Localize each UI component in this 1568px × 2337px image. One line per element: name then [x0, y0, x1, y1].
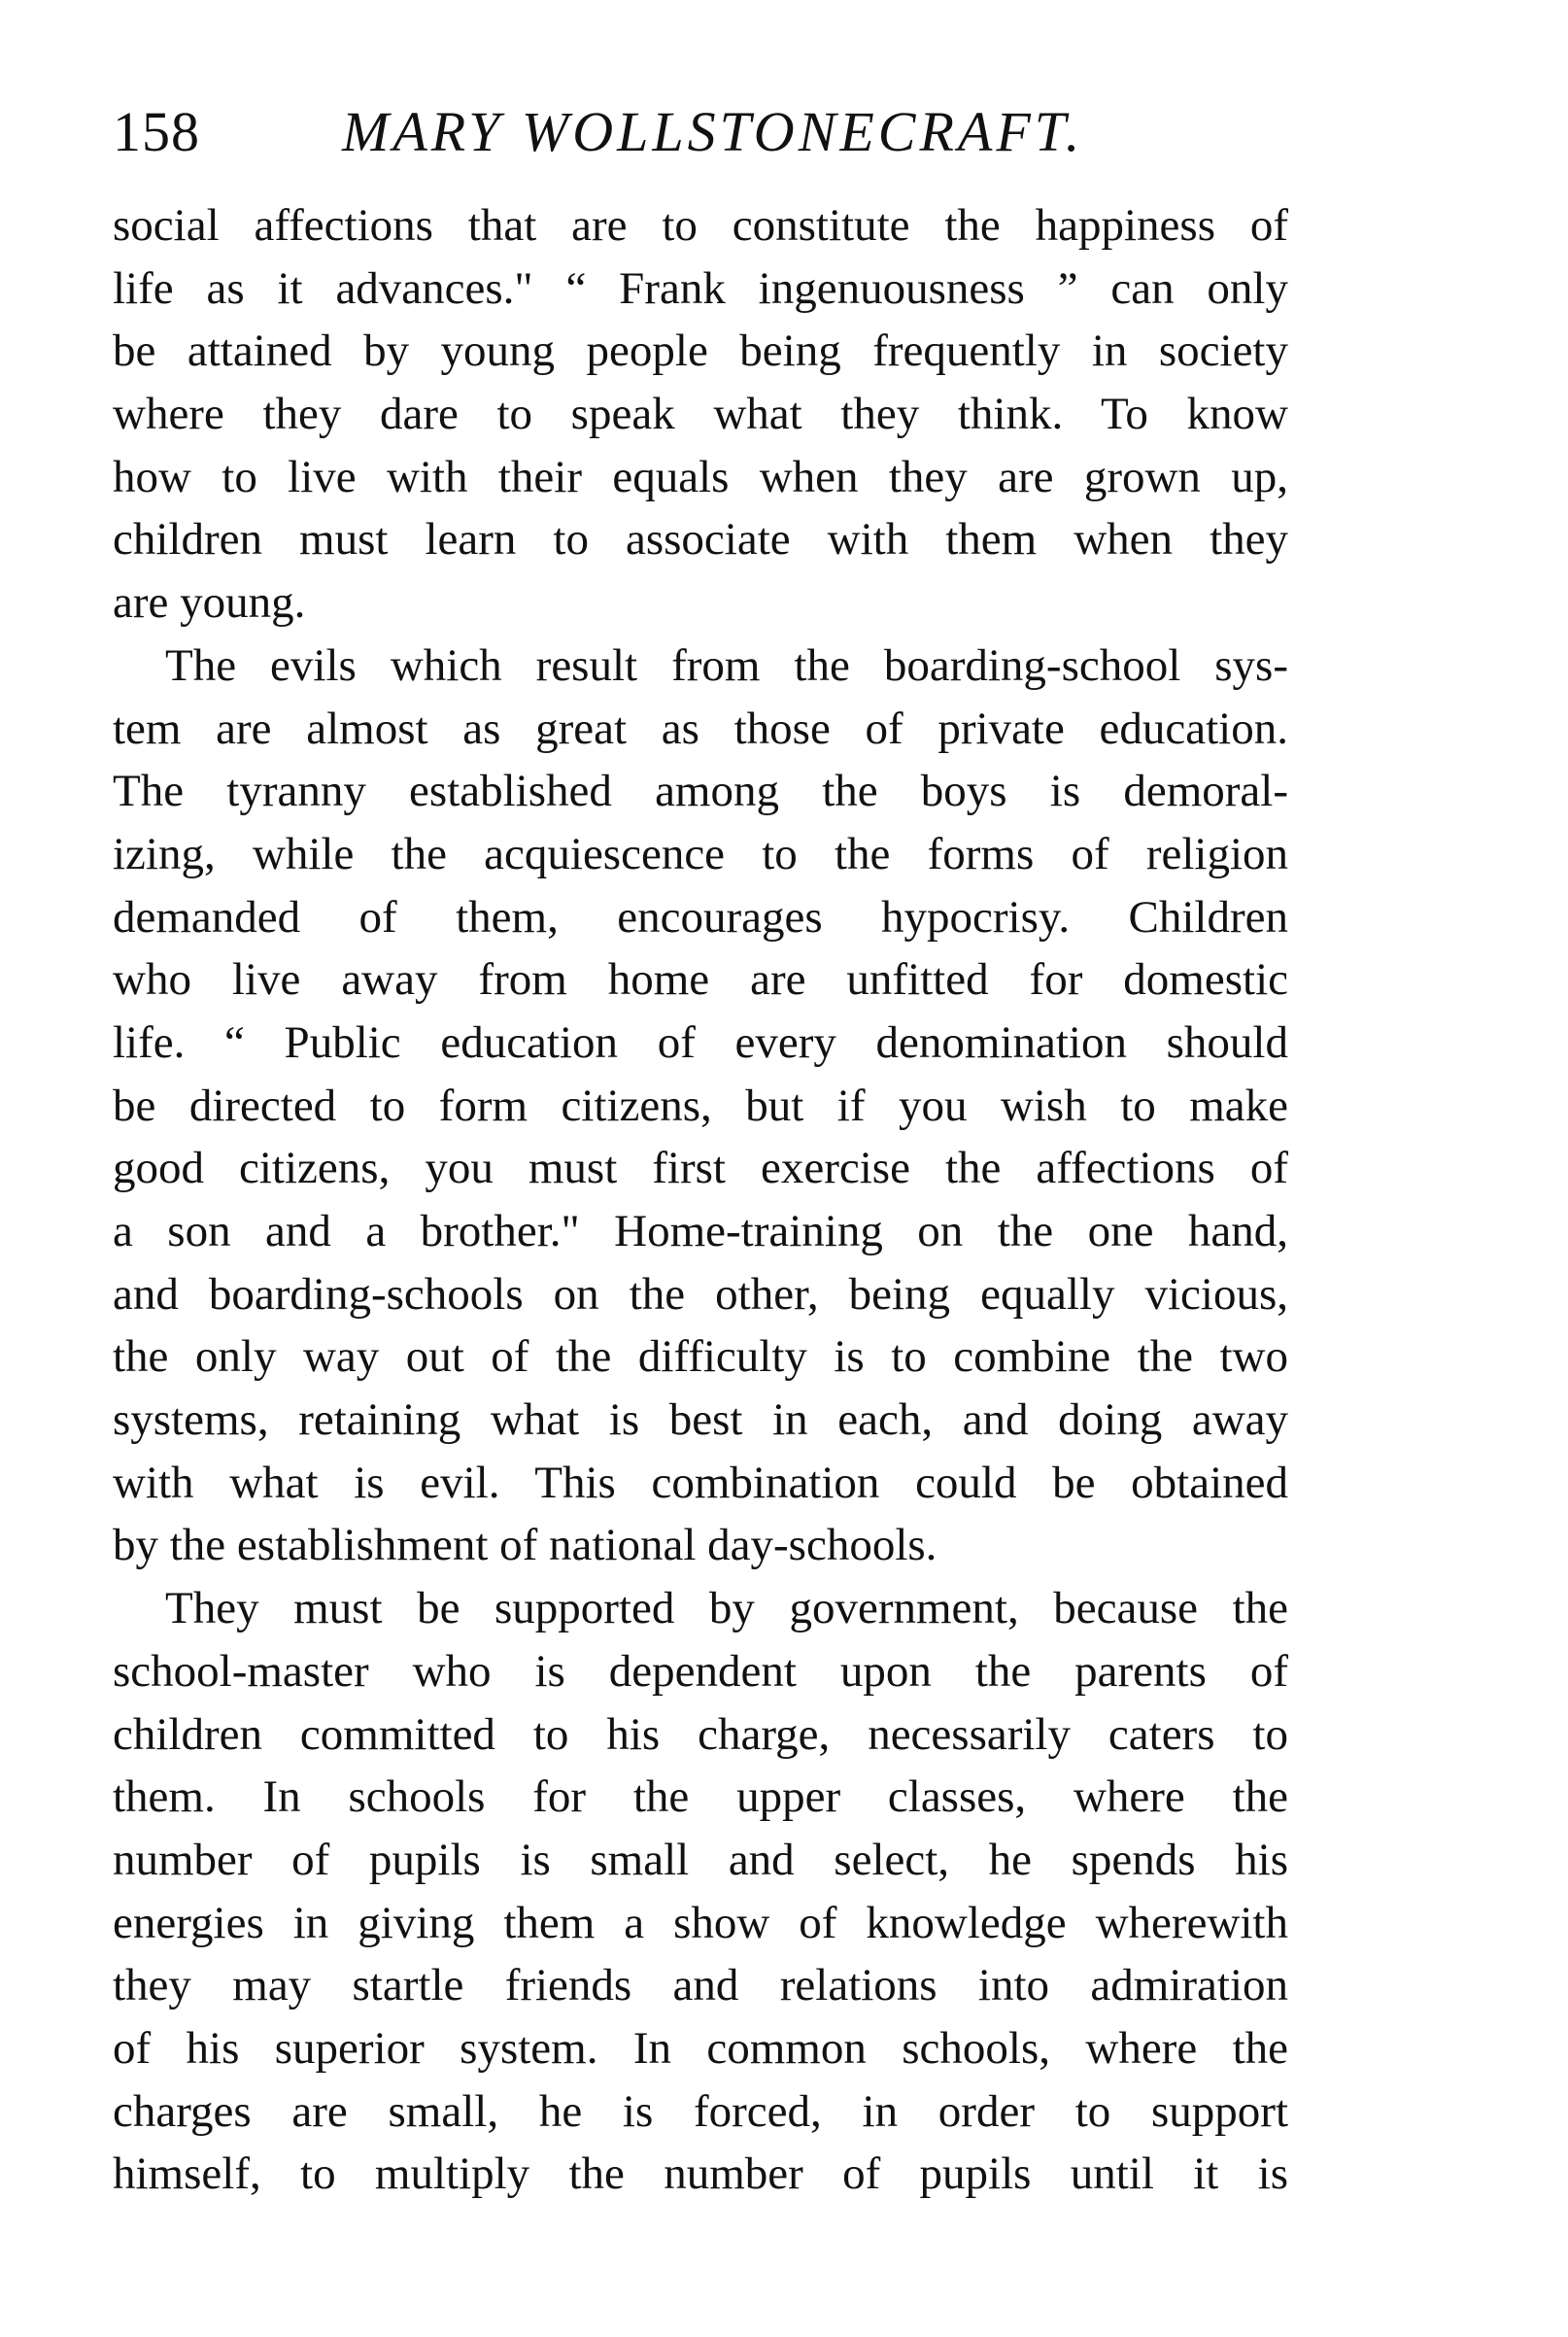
text-line: where they dare to speak what they think. To know [113, 389, 1288, 440]
page-header [113, 93, 1288, 171]
text-line: children must learn to associate with them when they [113, 514, 1288, 566]
text-line: with what is evil. This combination could be obtained [113, 1457, 1288, 1508]
text-line: and boarding-schools on the other, being equally vicious, [113, 1268, 1288, 1320]
text-line: a son and a brother." Home-training on the one hand, [113, 1206, 1288, 1256]
text-line: good citizens, you must first exercise the affections of [113, 1143, 1288, 1194]
text-line: by the establishment of national day-schools. [113, 1520, 937, 1571]
text-line: school-master who is dependent upon the parents of [113, 1645, 1288, 1697]
body-text [113, 194, 1288, 2206]
text-line: The evils which result from the boarding-school sys- [165, 639, 1288, 691]
text-line: charges are small, he is forced, in order to support [113, 2085, 1288, 2137]
text-line: who live away from home are unfitted for domestic [113, 954, 1288, 1006]
text-line: The tyranny established among the boys is demoral- [113, 766, 1288, 817]
text-line: energies in giving them a show of knowledge wherewith [113, 1897, 1288, 1948]
text-line: tem are almost as great as those of private education. [113, 703, 1288, 754]
text-line: They must be supported by government, because the [165, 1583, 1288, 1634]
text-line: the only way out of the difficulty is to combine the two [113, 1331, 1288, 1383]
text-line: they may startle friends and relations into admiration [113, 1960, 1288, 2011]
text-line: life as it advances." “ Frank ingenuousness ” can only [113, 262, 1288, 314]
text-line: be directed to form citizens, but if you wish to make [113, 1080, 1288, 1131]
text-line: are young. [113, 577, 306, 629]
text-line: children committed to his charge, necessarily caters to [113, 1708, 1288, 1760]
text-line: social affections that are to constitute the happiness of [113, 200, 1288, 251]
paragraph-continued [113, 194, 1288, 635]
page-number: 158 [113, 100, 200, 163]
text-line: demanded of them, encourages hypocrisy. Children [113, 891, 1288, 943]
text-line: be attained by young people being frequently in society [113, 326, 1288, 377]
running-title: MARY WOLLSTONECRAFT. [342, 100, 1084, 163]
text-line: himself, to multiply the number of pupils until it is [113, 2148, 1288, 2200]
text-line: number of pupils is small and select, he spends his [113, 1834, 1288, 1885]
text-line: izing, while the acquiescence to the forms of religion [113, 828, 1288, 879]
text-line: how to live with their equals when they are grown up, [113, 451, 1288, 502]
paragraph-government-support [113, 1577, 1288, 2206]
text-line: them. In schools for the upper classes, where the [113, 1771, 1288, 1823]
text-line: systems, retaining what is best in each, and doing away [113, 1394, 1288, 1446]
text-line: of his superior system. In common schools, where the [113, 2022, 1288, 2074]
paragraph-boarding-school [113, 635, 1288, 1577]
text-line: life. “ Public education of every denomination should [113, 1016, 1288, 1068]
